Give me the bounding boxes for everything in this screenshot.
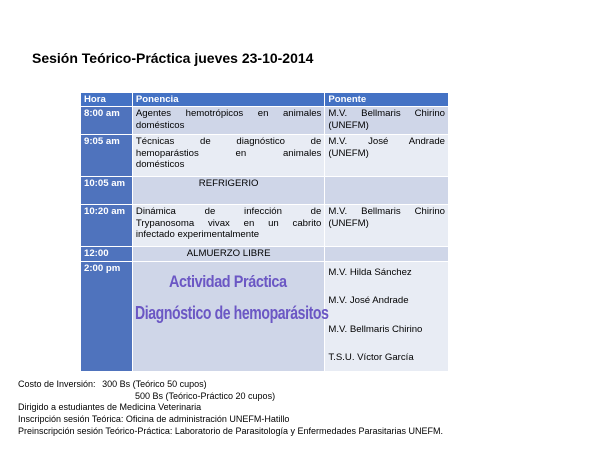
- table-header-row: [81, 93, 449, 107]
- practical-activity-cell: [132, 261, 329, 371]
- speaker-name: M.V. José Andrade: [328, 295, 409, 306]
- cost-value-2: 500 Bs (Teórico-Práctico 20 cupos): [135, 390, 276, 401]
- table-row: [81, 107, 449, 135]
- row-time: 9:05 am: [81, 135, 133, 177]
- table-row: [81, 247, 449, 262]
- cost-line: [18, 379, 443, 391]
- table-row: [81, 177, 449, 205]
- footer-notes: [18, 379, 443, 438]
- row-time: 10:05 am: [81, 177, 133, 205]
- audience-note: Dirigido a estudiantes de Medicina Veterinaria: [18, 402, 202, 413]
- row-time: 12:00: [81, 247, 133, 262]
- schedule-table: [80, 92, 449, 372]
- row-topic: Agentes hemotrópicos en animales domésticos: [132, 107, 324, 135]
- speaker-name: M.V. Hilda Sánchez: [328, 266, 412, 278]
- row-speaker: [325, 247, 449, 262]
- header-ponente: Ponente: [325, 93, 449, 107]
- row-speaker: M.V. José Andrade (UNEFM): [325, 135, 449, 177]
- row-speaker: M.V. Bellmaris Chirino (UNEFM): [325, 205, 449, 247]
- page-title: Sesión Teórico-Práctica jueves 23-10-2014: [32, 50, 314, 66]
- row-speaker: M.V. Bellmaris Chirino (UNEFM): [325, 107, 449, 135]
- row-time: 10:20 am: [81, 205, 133, 247]
- preregistration-note: Preinscripción sesión Teórico-Práctica: Laboratorio de Parasitología y Enfermedades Parasitarias UNEFM.: [18, 425, 444, 436]
- speaker-name: T.S.U. Víctor García: [328, 352, 414, 363]
- row-topic: Técnicas de diagnóstico de hemoparástios en animales domésticos: [132, 135, 324, 177]
- header-hora: Hora: [81, 93, 133, 107]
- row-speaker: [325, 261, 449, 371]
- registration-note: Inscripción sesión Teórica: Oficina de administración UNEFM-Hatillo: [18, 414, 290, 425]
- table-row: [81, 261, 449, 371]
- row-topic: Dinámica de infección de Trypanosoma vivax en un cabrito infectado experimentalmente: [132, 205, 324, 247]
- practical-activity-title: Actividad Práctica: [168, 271, 287, 291]
- cost-label: Costo de Inversión:: [18, 379, 96, 389]
- practical-activity-subtitle: Diagnóstico de hemoparásitos: [134, 302, 329, 323]
- row-topic: ALMUERZO LIBRE: [132, 247, 324, 262]
- table-row: [81, 135, 449, 177]
- row-time: 2:00 pm: [81, 261, 133, 371]
- row-speaker: [325, 177, 449, 205]
- row-topic: REFRIGERIO: [132, 177, 324, 205]
- cost-value-1: 300 Bs (Teórico 50 cupos): [102, 379, 207, 389]
- speaker-name: M.V. Bellmaris Chirino: [328, 323, 423, 335]
- table-row: [81, 205, 449, 247]
- row-time: 8:00 am: [81, 107, 133, 135]
- header-ponencia: Ponencia: [132, 93, 324, 107]
